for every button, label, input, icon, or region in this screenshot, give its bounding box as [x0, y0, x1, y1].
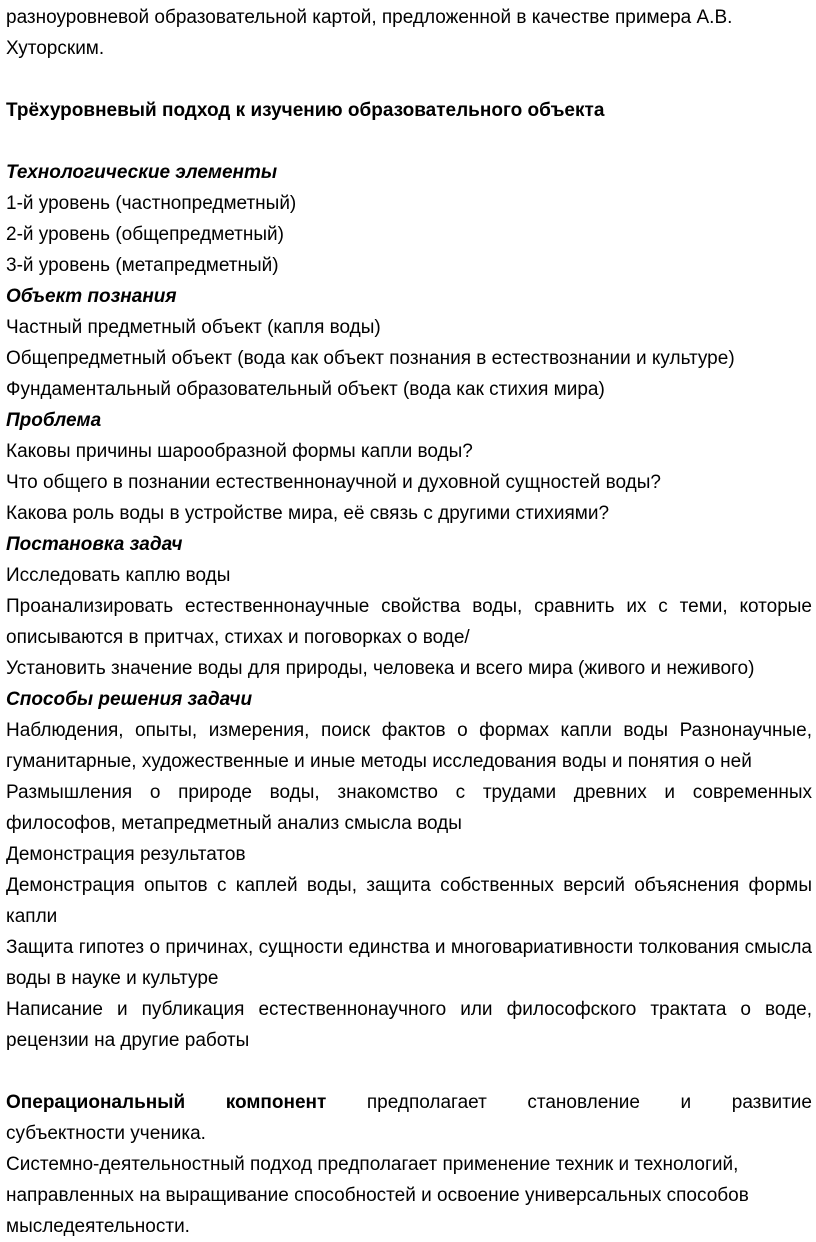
list-item: Демонстрация опытов с каплей воды, защита собственных версий объяснения формы капли	[6, 875, 812, 927]
spacer	[6, 64, 812, 95]
word: предполагает	[366, 1092, 487, 1113]
list-item: Что общего в познании естественнонаучной и духовной сущностей воды?	[6, 472, 661, 493]
operational-paragraph-line-2: субъектности ученика.	[6, 1123, 206, 1144]
intro-line-2: Хуторским.	[6, 38, 105, 59]
document-page	[6, 2, 812, 1242]
list-item: Каковы причины шарообразной формы капли воды?	[6, 441, 473, 462]
subheading-object: Объект познания	[6, 286, 177, 307]
subheading-tech: Технологические элементы	[6, 162, 278, 183]
list-item: Исследовать каплю воды	[6, 565, 231, 586]
word: и	[680, 1092, 692, 1113]
list-item: 2-й уровень (общепредметный)	[6, 224, 284, 245]
word: становление	[527, 1092, 640, 1113]
spacer	[6, 1056, 812, 1087]
operational-term: Операциональный	[6, 1092, 186, 1113]
component-term: компонент	[225, 1092, 327, 1113]
spacer	[6, 126, 812, 157]
list-item: Общепредметный объект (вода как объект познания в естествознании и культуре)	[6, 348, 735, 369]
list-item: Какова роль воды в устройстве мира, её связь с другими стихиями?	[6, 503, 610, 524]
list-item: Демонстрация результатов	[6, 844, 246, 865]
list-item: Проанализировать естественнонаучные свойства воды, сравнить их с теми, которые описываются в притчах, стихах и поговорках о воде/	[6, 596, 812, 648]
list-item: Частный предметный объект (капля воды)	[6, 317, 381, 338]
list-item: Наблюдения, опыты, измерения, поиск фактов о формах капли воды Разнонаучные, гуманитарные, художественные и иные методы исследования воды и понятия о ней	[6, 720, 812, 772]
subheading-problem: Проблема	[6, 410, 102, 431]
list-item: 3-й уровень (метапредметный)	[6, 255, 279, 276]
list-item: Написание и публикация естественнонаучного или философского трактата о воде, рецензии на другие работы	[6, 999, 812, 1051]
list-item: 1-й уровень (частнопредметный)	[6, 193, 297, 214]
intro-line-1: разноуровневой образовательной картой, предложенной в качестве примера А.В.	[6, 7, 733, 28]
list-item: Защита гипотез о причинах, сущности единства и многовариативности толкования смысла воды в науке и культуре	[6, 937, 812, 989]
section-heading: Трёхуровневый подход к изучению образовательного объекта	[6, 100, 605, 121]
list-item: Размышления о природе воды, знакомство с трудами древних и современных философов, метапредметный анализ смысла воды	[6, 782, 812, 834]
list-item: Установить значение воды для природы, человека и всего мира (живого и неживого)	[6, 658, 755, 679]
systemic-paragraph: Системно-деятельностный подход предполагает применение техник и технологий, направленных на выращивание способностей и освоение универсальных способов мыследеятельности.	[6, 1154, 749, 1237]
word: развитие	[731, 1092, 812, 1113]
operational-paragraph-line-1	[6, 1087, 812, 1118]
subheading-tasks: Постановка задач	[6, 534, 183, 555]
subheading-methods: Способы решения задачи	[6, 689, 253, 710]
list-item: Фундаментальный образовательный объект (вода как стихия мира)	[6, 379, 605, 400]
